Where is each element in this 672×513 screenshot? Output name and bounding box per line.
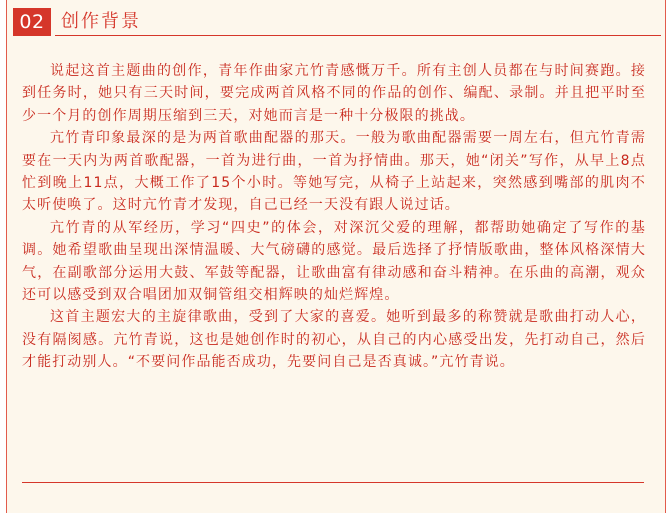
section-header [13,8,663,38]
article-body [22,60,646,374]
section-number-badge: 02 [13,8,51,36]
paragraph: 这首主题宏大的主旋律歌曲，受到了大家的喜爱。她听到最多的称赞就是歌曲打动人心，没有隔阂感。亢竹青说，这也是她创作时的初心，从自己的内心感受出发，先打动自己，然后才能打动别人。“不要问作品能否成功，先要问自己是否真诚。”亢竹青说。 [22,309,646,371]
header-divider [55,35,661,36]
section-title: 创作背景 [61,11,141,32]
bottom-divider [22,482,644,483]
paragraph: 亢竹青的从军经历，学习“四史”的体会，对深沉父爱的理解，都帮助她确定了写作的基调。她希望歌曲呈现出深情温暖、大气磅礴的感觉。最后选择了抒情版歌曲，整体风格深情大气，在副歌部分运用大鼓、军鼓等配器，让歌曲富有律动感和奋斗精神。在乐曲的高潮，观众还可以感受到双合唱团加双铜管组交相辉映的灿烂辉煌。 [22,219,646,304]
paragraph: 亢竹青印象最深的是为两首歌曲配器的那天。一般为歌曲配器需要一周左右，但亢竹青需要在一天内为两首歌配器，一首为进行曲，一首为抒情曲。那天，她“闭关”写作，从早上8点忙到晚上11点，大概工作了15个小时。等她写完，从椅子上站起来，突然感到嘴部的肌肉不太听使唤了。这时亢竹青才发现，自己已经一天没有跟人说过话。 [22,130,646,214]
paragraph: 说起这首主题曲的创作，青年作曲家亢竹青感慨万千。所有主创人员都在与时间赛跑。接到任务时，她只有三天时间，要完成两首风格不同的作品的创作、编配、录制。并且把平时至少一个月的创作周期压缩到三天，对她而言是一种十分极限的挑战。 [22,63,646,124]
